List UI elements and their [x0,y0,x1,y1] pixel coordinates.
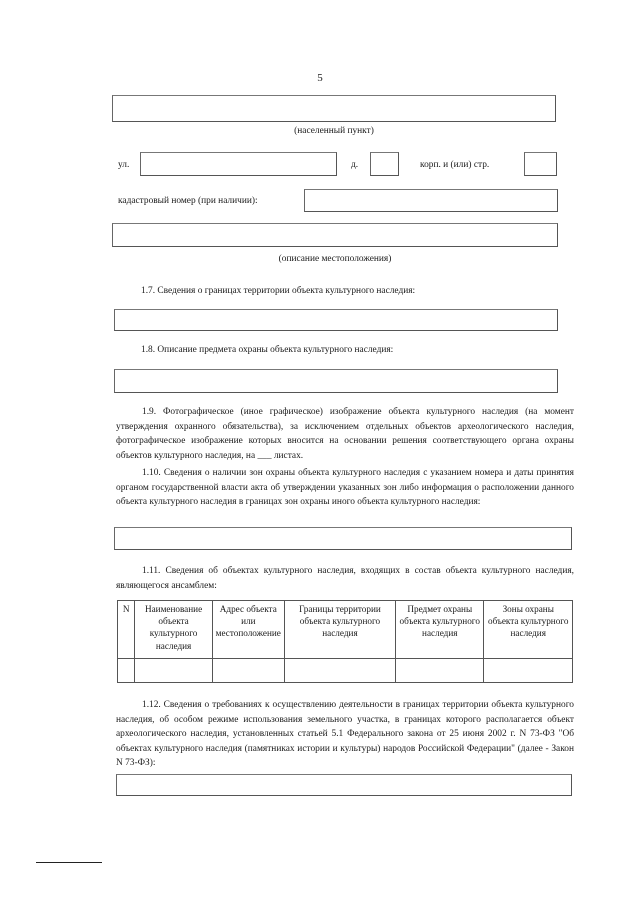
house-label: д. [351,160,359,170]
section-1-9-paragraph: 1.9. Фотографическое (иное графическое) изображение объекта культурного наследия (на момент утверждения охранного обязательства), за исключением отдельных объектов археологического наследия, фотографическое изображение которых вносится на основании решения соответствующего органа охраны объектов культурного наследия, на ___ листах. [116,407,574,461]
locality-field[interactable] [112,95,556,122]
location-field[interactable] [112,223,558,247]
table-header-protection-subject: Предмет охраны объекта культурного наследия [396,601,484,659]
table-cell[interactable] [135,659,212,683]
ensemble-table [117,600,573,683]
section-1-10-paragraph: 1.10. Сведения о наличии зон охраны объекта культурного наследия с указанием номера и даты принятия органом государственной власти акта об утверждении указанных зон либо информация о расположении данного объекта культурного наследия в границах зон охраны иного объекта культурного наследия: [116,468,574,507]
table-header-address: Адрес объекта или местоположение [212,601,284,659]
cadastral-label: кадастровый номер (при наличии): [118,196,258,206]
building-field[interactable] [524,152,557,176]
location-caption: (описание местоположения) [278,254,392,264]
protection-subject-field[interactable] [114,369,558,393]
house-field[interactable] [370,152,399,176]
table-cell[interactable] [118,659,135,683]
table-cell[interactable] [212,659,284,683]
table-header-name: Наименование объекта культурного наследия [135,601,212,659]
section-1-11-paragraph: 1.11. Сведения об объектах культурного наследия, входящих в состав объекта культурного наследия, являющегося ансамблем: [116,566,574,591]
table-cell[interactable] [396,659,484,683]
table-cell[interactable] [284,659,395,683]
territory-boundaries-field[interactable] [114,309,558,331]
section-1-12-paragraph: 1.12. Сведения о требованиях к осуществлению деятельности в границах территории объекта культурного наследия, об особом режиме использования земельного участка, в границах которого располагается объект археологического наследия, установленных статьей 5.1 Федерального закона от 25 июня 2002 г. N 73-ФЗ "Об объектах культурного наследия (памятниках истории и культуры) народов Российской Федерации" (далее - Закон N 73-ФЗ): [116,700,574,768]
activity-requirements-field[interactable] [116,774,572,796]
locality-caption: (населенный пункт) [294,126,374,136]
page-number: 5 [317,72,323,84]
table-cell[interactable] [484,659,573,683]
footnote-separator [36,862,102,863]
building-label: корп. и (или) стр. [420,160,490,170]
table-header-number: N [118,601,135,659]
protection-zones-field[interactable] [114,527,572,550]
street-label: ул. [118,160,130,170]
section-1-8-heading: 1.8. Описание предмета охраны объекта культурного наследия: [141,345,394,355]
table-header-boundaries: Границы территории объекта культурного наследия [284,601,395,659]
table-header-protection-zones: Зоны охраны объекта культурного наследия [484,601,573,659]
cadastral-field[interactable] [304,189,558,212]
street-field[interactable] [140,152,337,176]
section-1-7-heading: 1.7. Сведения о границах территории объекта культурного наследия: [141,286,416,296]
ensemble-table-header-row [118,601,573,659]
table-row [118,659,573,683]
